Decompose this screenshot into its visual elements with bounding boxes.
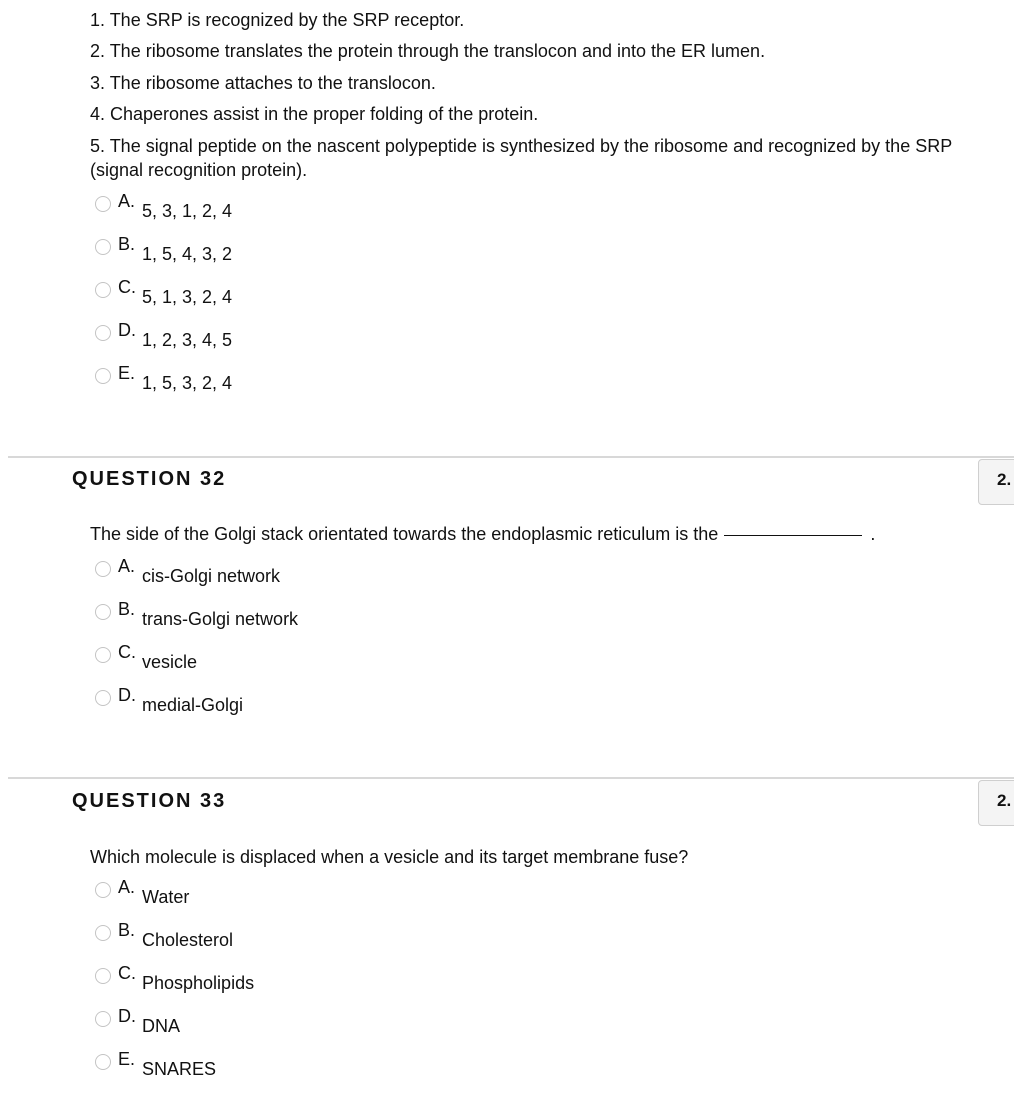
- radio-button[interactable]: [95, 1054, 111, 1070]
- option-letter: A.: [118, 191, 136, 211]
- radio-button[interactable]: [95, 968, 111, 984]
- radio-button[interactable]: [95, 561, 111, 577]
- option-text: medial-Golgi: [142, 695, 244, 715]
- statement-5: 5. The signal peptide on the nascent polypeptide is synthesized by the ribosome and recognized by the SRP (signal recognition protein).: [90, 136, 952, 180]
- radio-button[interactable]: [95, 925, 111, 941]
- option-text: 1, 5, 3, 2, 4: [142, 373, 233, 393]
- question-32-points: 2.: [978, 459, 1014, 505]
- option-text: cis-Golgi network: [142, 566, 281, 586]
- option-letter: B.: [118, 599, 136, 619]
- radio-button[interactable]: [95, 690, 111, 706]
- radio-button[interactable]: [95, 368, 111, 384]
- option-text: trans-Golgi network: [142, 609, 299, 629]
- radio-button[interactable]: [95, 604, 111, 620]
- option-letter: C.: [118, 642, 136, 662]
- statement-2: 2. The ribosome translates the protein through the translocon and into the ER lumen.: [90, 41, 766, 61]
- option-text: Water: [142, 887, 190, 907]
- question-32-text: [90, 522, 875, 546]
- option-text: SNARES: [142, 1059, 217, 1079]
- option-letter: B.: [118, 920, 136, 940]
- option-text: 1, 5, 4, 3, 2: [142, 244, 233, 264]
- option-letter: C.: [118, 963, 136, 983]
- option-text: Cholesterol: [142, 930, 234, 950]
- fill-in-blank: [724, 535, 862, 536]
- radio-button[interactable]: [95, 196, 111, 212]
- question-33-heading: QUESTION 33: [72, 790, 227, 812]
- option-text: Phospholipids: [142, 973, 255, 993]
- section-divider: [8, 456, 1014, 458]
- option-letter: D.: [118, 1006, 136, 1026]
- option-text: DNA: [142, 1016, 181, 1036]
- option-letter: D.: [118, 685, 136, 705]
- question-32-prompt: The side of the Golgi stack orientated towards the endoplasmic reticulum is the: [90, 524, 719, 544]
- radio-button[interactable]: [95, 282, 111, 298]
- statement-3: 3. The ribosome attaches to the translocon.: [90, 73, 436, 93]
- statement-1: 1. The SRP is recognized by the SRP receptor.: [90, 10, 465, 30]
- question-32-period: .: [870, 524, 876, 544]
- statement-4: 4. Chaperones assist in the proper folding of the protein.: [90, 104, 539, 124]
- radio-button[interactable]: [95, 647, 111, 663]
- option-letter: D.: [118, 320, 136, 340]
- option-letter: A.: [118, 877, 136, 897]
- radio-button[interactable]: [95, 1011, 111, 1027]
- radio-button[interactable]: [95, 882, 111, 898]
- option-text: 5, 3, 1, 2, 4: [142, 201, 233, 221]
- option-letter: C.: [118, 277, 136, 297]
- option-letter: E.: [118, 363, 136, 383]
- radio-button[interactable]: [95, 239, 111, 255]
- option-text: 5, 1, 3, 2, 4: [142, 287, 233, 307]
- section-divider: [8, 777, 1014, 779]
- option-letter: B.: [118, 234, 136, 254]
- option-text: 1, 2, 3, 4, 5: [142, 330, 233, 350]
- question-33-points: 2.: [978, 780, 1014, 826]
- question-33-text: Which molecule is displaced when a vesicle and its target membrane fuse?: [90, 847, 689, 867]
- option-text: vesicle: [142, 652, 198, 672]
- option-letter: E.: [118, 1049, 136, 1069]
- radio-button[interactable]: [95, 325, 111, 341]
- option-letter: A.: [118, 556, 136, 576]
- question-32-heading: QUESTION 32: [72, 468, 227, 490]
